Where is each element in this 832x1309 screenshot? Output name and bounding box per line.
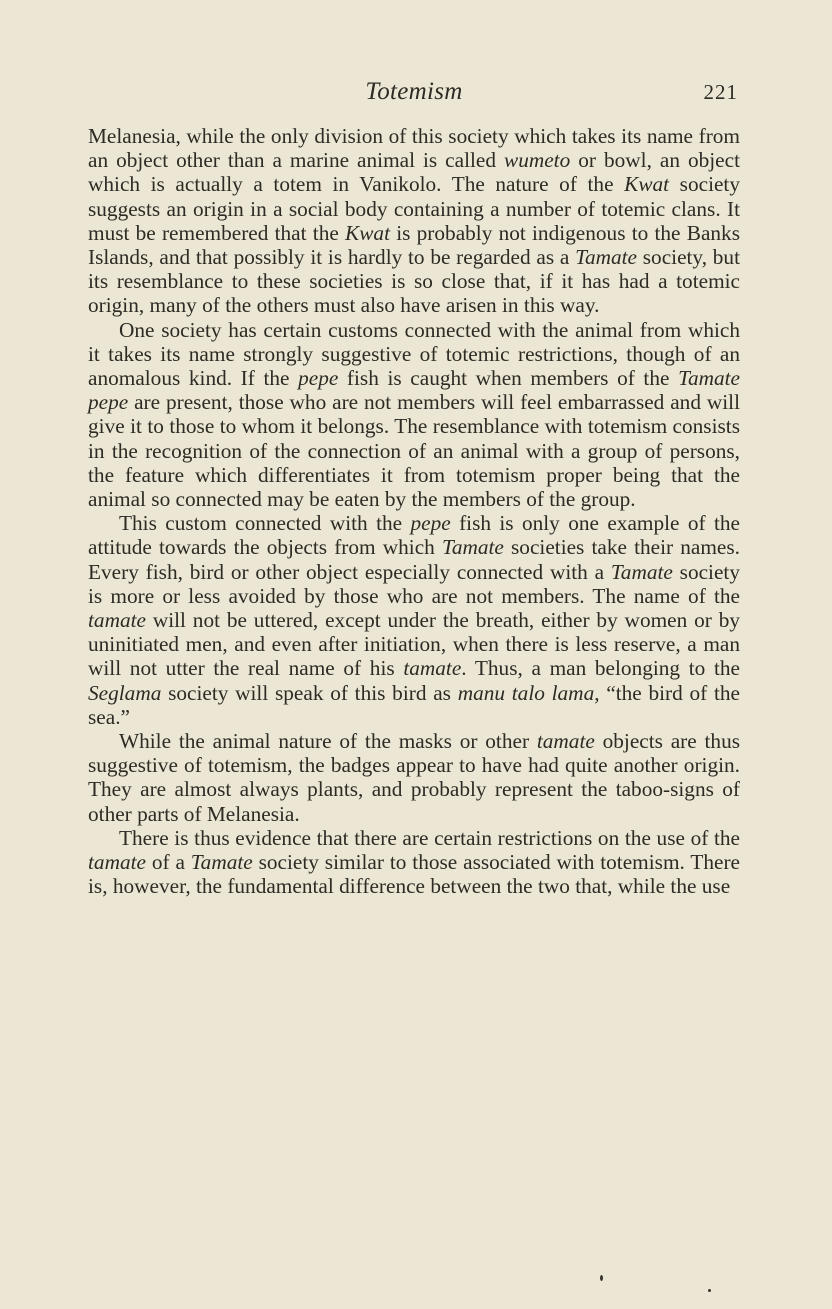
paragraph-4 xyxy=(88,729,740,826)
text-run: societies take their names. Every fish, bird or other object especially connected with a xyxy=(88,535,741,584)
italic-term: tamate xyxy=(536,729,595,754)
italic-term: Tamate pepe xyxy=(88,366,740,415)
italic-term: Tamate xyxy=(441,535,504,560)
ink-speck xyxy=(708,1289,711,1292)
italic-term: Tamate xyxy=(190,850,253,875)
page-header xyxy=(88,78,740,112)
italic-term: Kwat xyxy=(624,172,670,197)
italic-term: wumeto xyxy=(504,148,571,173)
text-run: society similar to those associated with totemism. There is, however, the fundamental difference between the two that, while the use xyxy=(88,850,740,899)
italic-term: manu talo lama xyxy=(457,680,595,705)
text-run: . Thus, a man belonging to the xyxy=(461,656,740,681)
text-run: or bowl, an object which is actually a totem in Vanikolo. The nature of the xyxy=(88,148,740,197)
text-run: There is thus evidence that there are certain restrictions on the use of the xyxy=(119,825,740,850)
body-text xyxy=(88,124,740,899)
text-run: One society has certain customs connected with the animal from which it takes its name strongly suggestive of totemic restrictions, though of an anomalous kind. If the xyxy=(88,317,740,391)
paragraph-2 xyxy=(88,318,740,512)
text-run: fish is only one example of the attitude towards the objects from which xyxy=(88,511,740,560)
italic-term: tamate xyxy=(403,656,462,681)
italic-term: tamate xyxy=(88,608,146,633)
italic-term: Tamate xyxy=(610,559,673,584)
running-title: Totemism xyxy=(365,78,463,105)
italic-term: Kwat xyxy=(345,220,390,245)
italic-term: pepe xyxy=(410,511,451,536)
text-run: society suggests an origin in a social body containing a number of totemic clans. It must be remembered that the xyxy=(88,172,740,245)
text-run: While the animal nature of the masks or other xyxy=(119,729,537,754)
paragraph-1 xyxy=(88,124,740,318)
text-run: , “the bird of the sea.” xyxy=(88,680,740,729)
paragraph-3 xyxy=(88,511,740,729)
text-run: are present, those who are not members will feel embarrassed and will give it to those to whom it belongs. The resemblance with totemism consists in the recognition of the connection of an animal with a group of persons, the feature which differentiates it from totemism proper being that the animal so connected may be eaten by the members of the group. xyxy=(88,390,740,512)
text-run: will not be uttered, except under the breath, either by women or by uninitiated men, and even after initiation, when there is less reserve, a man will not utter the real name of his xyxy=(88,608,740,681)
text-run: is probably not indigenous to the Banks Islands, and that possibly it is hardly to be regarded as a xyxy=(88,220,740,270)
text-run: society is more or less avoided by those who are not members. The name of the xyxy=(88,559,740,608)
italic-term: Seglama xyxy=(88,680,162,705)
text-run: fish is caught when members of the xyxy=(338,366,679,391)
text-run: Melanesia, while the only division of this society which takes its name from an object other than a marine animal is called xyxy=(88,124,740,173)
ink-speck xyxy=(600,1275,603,1281)
text-run: of a xyxy=(145,850,191,875)
page-number: 221 xyxy=(703,80,738,104)
text-run: objects are thus suggestive of totemism, the badges appear to have had quite another origin. They are almost always plants, and probably represent the taboo-signs of other parts of Melanesia. xyxy=(88,729,741,826)
text-run: This custom connected with the xyxy=(119,511,411,536)
italic-term: pepe xyxy=(298,366,339,391)
text-run: society will speak of this bird as xyxy=(161,680,458,705)
italic-term: Tamate xyxy=(575,245,638,270)
paragraph-5 xyxy=(88,826,740,899)
italic-term: tamate xyxy=(88,850,146,875)
text-run: society, but its resemblance to these societies is so close that, if it has had a totemic origin, many of the others must also have arisen in this way. xyxy=(88,245,740,318)
